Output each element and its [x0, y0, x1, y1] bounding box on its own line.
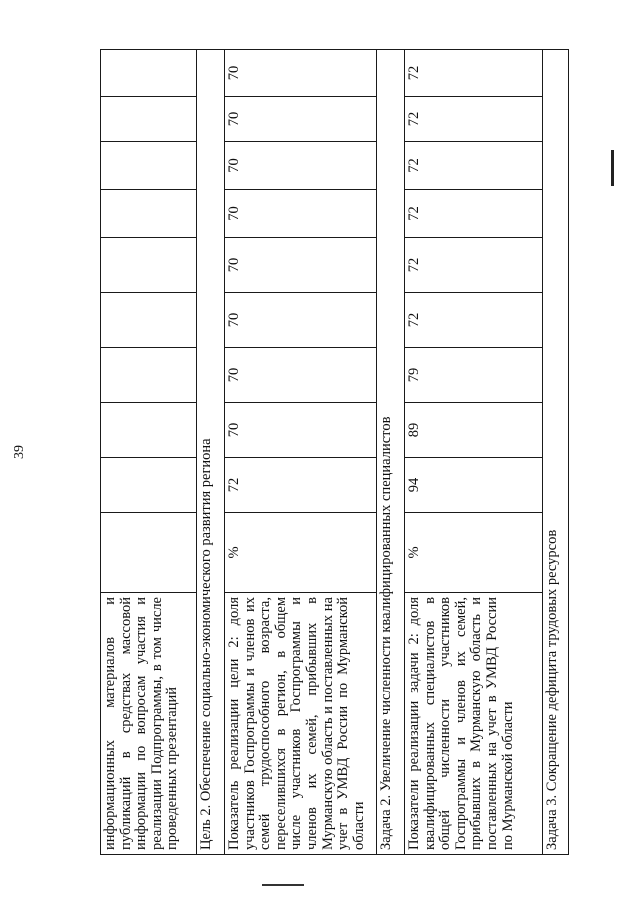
value-cell: 70 — [225, 190, 377, 238]
value-cell — [101, 238, 197, 293]
value-cell: 72 — [225, 458, 377, 513]
indicators-table — [100, 49, 569, 855]
value-cell: 89 — [405, 403, 543, 458]
value-cell: 72 — [405, 97, 543, 142]
page-number: 39 — [12, 445, 27, 459]
value-cell: 70 — [225, 403, 377, 458]
value-cell — [101, 348, 197, 403]
value-cell: 72 — [405, 142, 543, 190]
indicator-description: информационных материалов и публикаций в средствах массовой информации по вопросам участия и реализации Подпрограммы, в том числе проведенных презентаций — [101, 593, 197, 855]
unit-cell: % — [225, 513, 377, 593]
table-row — [225, 50, 377, 855]
section-heading: Задача 2. Увеличение численности квалифицированных специалистов — [377, 50, 405, 855]
section-row — [377, 50, 405, 855]
indicator-description: Показатель реализации цели 2: доля участников Госпрограммы и членов их семей трудоспособного возраста, переселившихся в регион, в общем числе участников Госпрограммы и членов их семей, прибывших в Мурманскую область и поставленных на учет в УМВД России по Мурманской области — [225, 593, 377, 855]
value-cell — [101, 97, 197, 142]
value-cell: 72 — [405, 190, 543, 238]
value-cell: 70 — [225, 50, 377, 97]
indicator-description: Показатели реализации задачи 2: доля квалифицированных специалистов в общей численности участников Госпрограммы и членов их семей, прибывших в Мурманскую область и поставленных на учет в УМВД России по Мурманской области — [405, 593, 543, 855]
value-cell — [101, 190, 197, 238]
unit-cell — [101, 513, 197, 593]
table-row — [101, 50, 197, 855]
value-cell: 70 — [225, 348, 377, 403]
value-cell: 70 — [225, 97, 377, 142]
table-row — [405, 50, 543, 855]
footer-line — [262, 884, 304, 886]
value-cell: 70 — [225, 238, 377, 293]
section-heading: Цель 2. Обеспечение социально-экономического развития региона — [197, 50, 225, 855]
value-cell: 72 — [405, 238, 543, 293]
value-cell: 70 — [225, 142, 377, 190]
value-cell — [101, 458, 197, 513]
value-cell: 79 — [405, 348, 543, 403]
rotated-table-container — [100, 50, 560, 855]
value-cell — [101, 50, 197, 97]
value-cell: 72 — [405, 50, 543, 97]
value-cell — [101, 293, 197, 348]
value-cell — [101, 403, 197, 458]
value-cell: 94 — [405, 458, 543, 513]
edge-mark — [611, 150, 614, 186]
section-heading: Задача 3. Сокращение дефицита трудовых ресурсов — [543, 50, 569, 855]
value-cell — [101, 142, 197, 190]
value-cell: 72 — [405, 293, 543, 348]
section-row — [197, 50, 225, 855]
value-cell: 70 — [225, 293, 377, 348]
unit-cell: % — [405, 513, 543, 593]
section-row — [543, 50, 569, 855]
